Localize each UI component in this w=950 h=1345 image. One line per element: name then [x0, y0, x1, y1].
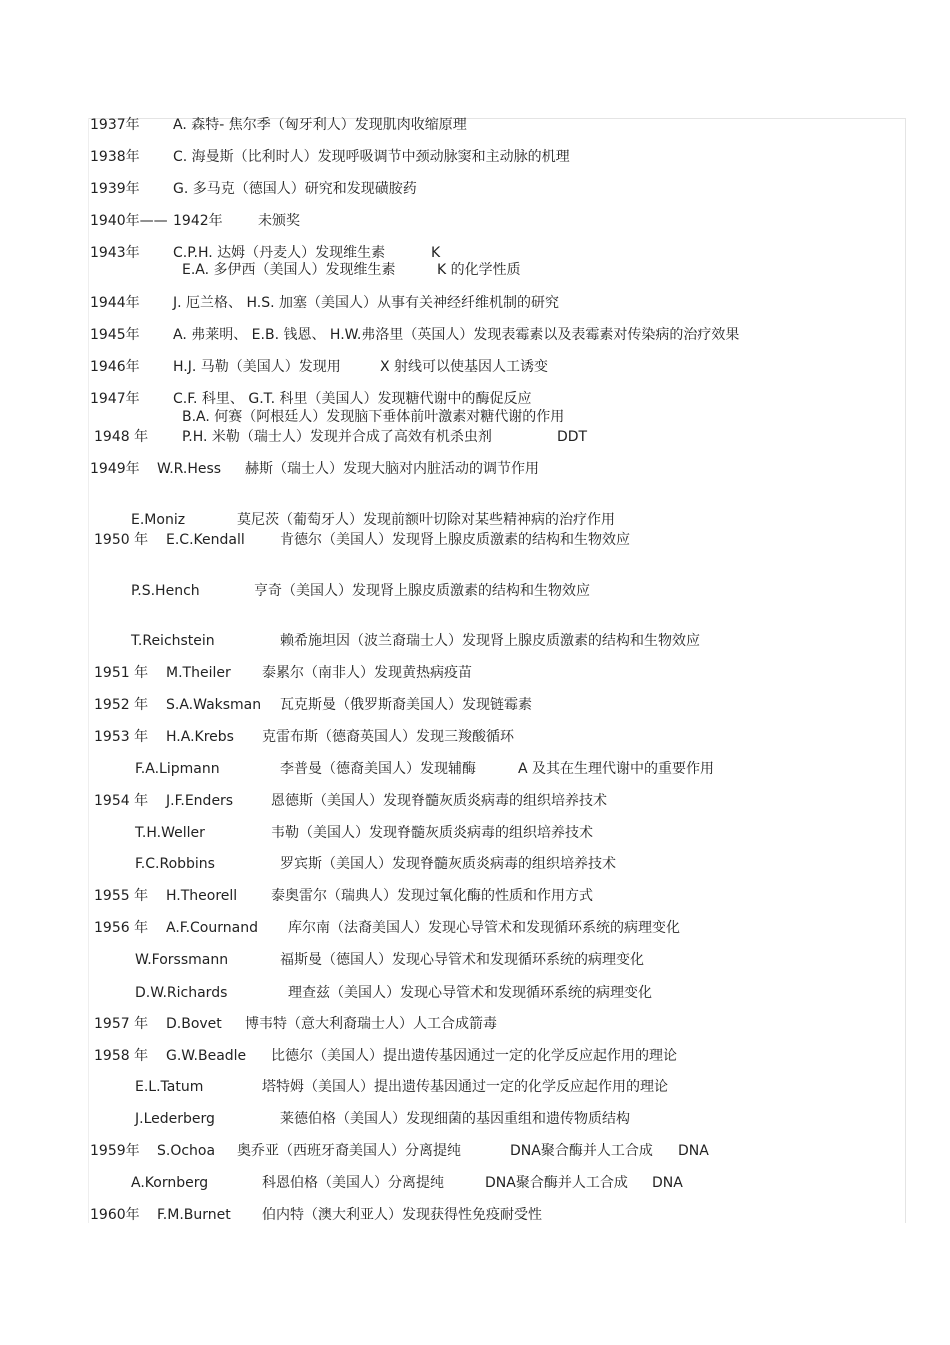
entry-text: 亨奇（美国人）发现肾上腺皮质激素的结构和生物效应 — [254, 583, 590, 599]
entry-text: 科恩伯格（美国人）分离提纯 — [262, 1175, 444, 1191]
laureate-name: F.C.Robbins — [135, 856, 215, 872]
entry-text: 罗宾斯（美国人）发现脊髓灰质炎病毒的组织培养技术 — [280, 856, 616, 872]
entry-text: 福斯曼（德国人）发现心导管术和发现循环系统的病理变化 — [280, 952, 644, 968]
entry-text: C.P.H. 达姆（丹麦人）发现维生素 — [173, 245, 386, 261]
entry-year: 1949年 — [90, 461, 140, 477]
page-frame-right — [905, 118, 906, 1223]
entry-text-suffix: DDT — [557, 429, 588, 445]
laureate-name: E.L.Tatum — [135, 1079, 204, 1095]
entry-text-suffix: DNA聚合酶并人工合成 — [510, 1143, 653, 1159]
entry-text: 未颁奖 — [258, 213, 300, 229]
entry-text: 塔特姆（美国人）提出遗传基因通过一定的化学反应起作用的理论 — [262, 1079, 668, 1095]
page-frame-left — [88, 118, 89, 1223]
entry-text: 奥乔亚（西班牙裔美国人）分离提纯 — [237, 1143, 461, 1159]
laureate-name: E.C.Kendall — [166, 532, 245, 548]
entry-year: 1950 年 — [94, 532, 149, 548]
entry-year: 1945年 — [90, 327, 140, 343]
entry-text: 韦勒（美国人）发现脊髓灰质炎病毒的组织培养技术 — [271, 825, 593, 841]
entry-text: 莱德伯格（美国人）发现细菌的基因重组和遗传物质结构 — [280, 1111, 630, 1127]
laureate-name: J.Lederberg — [135, 1111, 215, 1127]
entry-text-suffix: DNA — [678, 1143, 709, 1159]
entry-text: 李普曼（德裔美国人）发现辅酶 — [280, 761, 476, 777]
entry-year: 1944年 — [90, 295, 140, 311]
laureate-name: D.W.Richards — [135, 985, 228, 1001]
entry-text-suffix: K — [431, 245, 441, 261]
entry-text: 赖希施坦因（波兰裔瑞士人）发现肾上腺皮质激素的结构和生物效应 — [280, 633, 700, 649]
laureate-name: D.Bovet — [166, 1016, 222, 1032]
laureate-name: G.W.Beadle — [166, 1048, 247, 1064]
entry-text: 恩德斯（美国人）发现脊髓灰质炎病毒的组织培养技术 — [271, 793, 607, 809]
laureate-name: H.A.Krebs — [166, 729, 234, 745]
laureate-name: P.S.Hench — [131, 583, 200, 599]
laureate-name: H.Theorell — [166, 888, 238, 904]
laureate-name: J.F.Enders — [166, 793, 234, 809]
entry-year: 1940年—— — [90, 213, 168, 229]
laureate-name: A.F.Cournand — [166, 920, 258, 936]
entry-text-suffix: DNA聚合酶并人工合成 — [485, 1175, 628, 1191]
entry-year: 1947年 — [90, 391, 140, 407]
entry-year: 1958 年 — [94, 1048, 149, 1064]
laureate-name: W.R.Hess — [157, 461, 222, 477]
entry-year: 1959年 — [90, 1143, 140, 1159]
entry-year: 1952 年 — [94, 697, 149, 713]
laureate-name: T.Reichstein — [131, 633, 215, 649]
laureate-name: S.A.Waksman — [166, 697, 262, 713]
entry-year: 1946年 — [90, 359, 140, 375]
entry-text: 比德尔（美国人）提出遗传基因通过一定的化学反应起作用的理论 — [271, 1048, 677, 1064]
entry-year: 1953 年 — [94, 729, 149, 745]
entry-text: 克雷布斯（德裔英国人）发现三羧酸循环 — [262, 729, 514, 745]
entry-text-suffix: K 的化学性质 — [437, 262, 521, 278]
entry-text: A. 森特- 焦尔季（匈牙利人）发现肌肉收缩原理 — [173, 117, 467, 133]
entry-text-line2: B.A. 何赛（阿根廷人）发现脑下垂体前叶激素对糖代谢的作用 — [182, 409, 565, 425]
entry-text-suffix: X 射线可以使基因人工诱变 — [380, 359, 549, 375]
entry-text: 博韦特（意大利裔瑞士人）人工合成箭毒 — [245, 1016, 497, 1032]
entry-text: H.J. 马勒（美国人）发现用 — [173, 359, 341, 375]
entry-text: 伯内特（澳大利亚人）发现获得性免疫耐受性 — [262, 1207, 542, 1223]
entry-text: A. 弗莱明、 E.B. 钱恩、 H.W.弗洛里（英国人）发现表霉素以及表霉素对传染病的治疗效果 — [173, 327, 740, 343]
entry-year: 1938年 — [90, 149, 140, 165]
entry-text-line2: E.A. 多伊西（美国人）发现维生素 — [182, 262, 396, 278]
entry-text: J. 厄兰格、 H.S. 加塞（美国人）从事有关神经纤维机制的研究 — [173, 295, 559, 311]
entry-year: 1943年 — [90, 245, 140, 261]
entry-year: 1939年 — [90, 181, 140, 197]
entry-text: 理查兹（美国人）发现心导管术和发现循环系统的病理变化 — [288, 985, 652, 1001]
entry-year: 1957 年 — [94, 1016, 149, 1032]
entry-text: 泰累尔（南非人）发现黄热病疫苗 — [262, 665, 472, 681]
entry-year: 1955 年 — [94, 888, 149, 904]
entry-year: 1937年 — [90, 117, 140, 133]
entry-text: 肯德尔（美国人）发现肾上腺皮质激素的结构和生物效应 — [280, 532, 630, 548]
entry-text: 赫斯（瑞士人）发现大脑对内脏活动的调节作用 — [245, 461, 539, 477]
entry-text: C. 海曼斯（比利时人）发现呼吸调节中颈动脉窦和主动脉的机理 — [173, 149, 570, 165]
entry-text: 瓦克斯曼（俄罗斯裔美国人）发现链霉素 — [280, 697, 532, 713]
laureate-name: W.Forssmann — [135, 952, 229, 968]
entry-text: P.H. 米勒（瑞士人）发现并合成了高效有机杀虫剂 — [182, 429, 492, 445]
laureate-name: T.H.Weller — [135, 825, 205, 841]
entry-year: 1948 年 — [94, 429, 149, 445]
entry-year-end: 1942年 — [173, 213, 223, 229]
entry-text-suffix: DNA — [652, 1175, 683, 1191]
entry-text: G. 多马克（德国人）研究和发现磺胺药 — [173, 181, 417, 197]
laureate-name: S.Ochoa — [157, 1143, 216, 1159]
entry-year: 1951 年 — [94, 665, 149, 681]
entry-text: 泰奥雷尔（瑞典人）发现过氧化酶的性质和作用方式 — [271, 888, 593, 904]
entry-year: 1954 年 — [94, 793, 149, 809]
laureate-name: M.Theiler — [166, 665, 231, 681]
entry-year: 1960年 — [90, 1207, 140, 1223]
laureate-name: A.Kornberg — [131, 1175, 209, 1191]
entry-text: 库尔南（法裔美国人）发现心导管术和发现循环系统的病理变化 — [288, 920, 680, 936]
entry-text: C.F. 科里、 G.T. 科里（美国人）发现糖代谢中的酶促反应 — [173, 391, 532, 407]
laureate-name: F.M.Burnet — [157, 1207, 231, 1223]
laureate-name: F.A.Lipmann — [135, 761, 220, 777]
entry-text: 莫尼茨（葡萄牙人）发现前额叶切除对某些精神病的治疗作用 — [237, 512, 615, 528]
entry-year: 1956 年 — [94, 920, 149, 936]
entry-text-suffix: A 及其在生理代谢中的重要作用 — [518, 761, 715, 777]
laureate-name: E.Moniz — [131, 512, 186, 528]
